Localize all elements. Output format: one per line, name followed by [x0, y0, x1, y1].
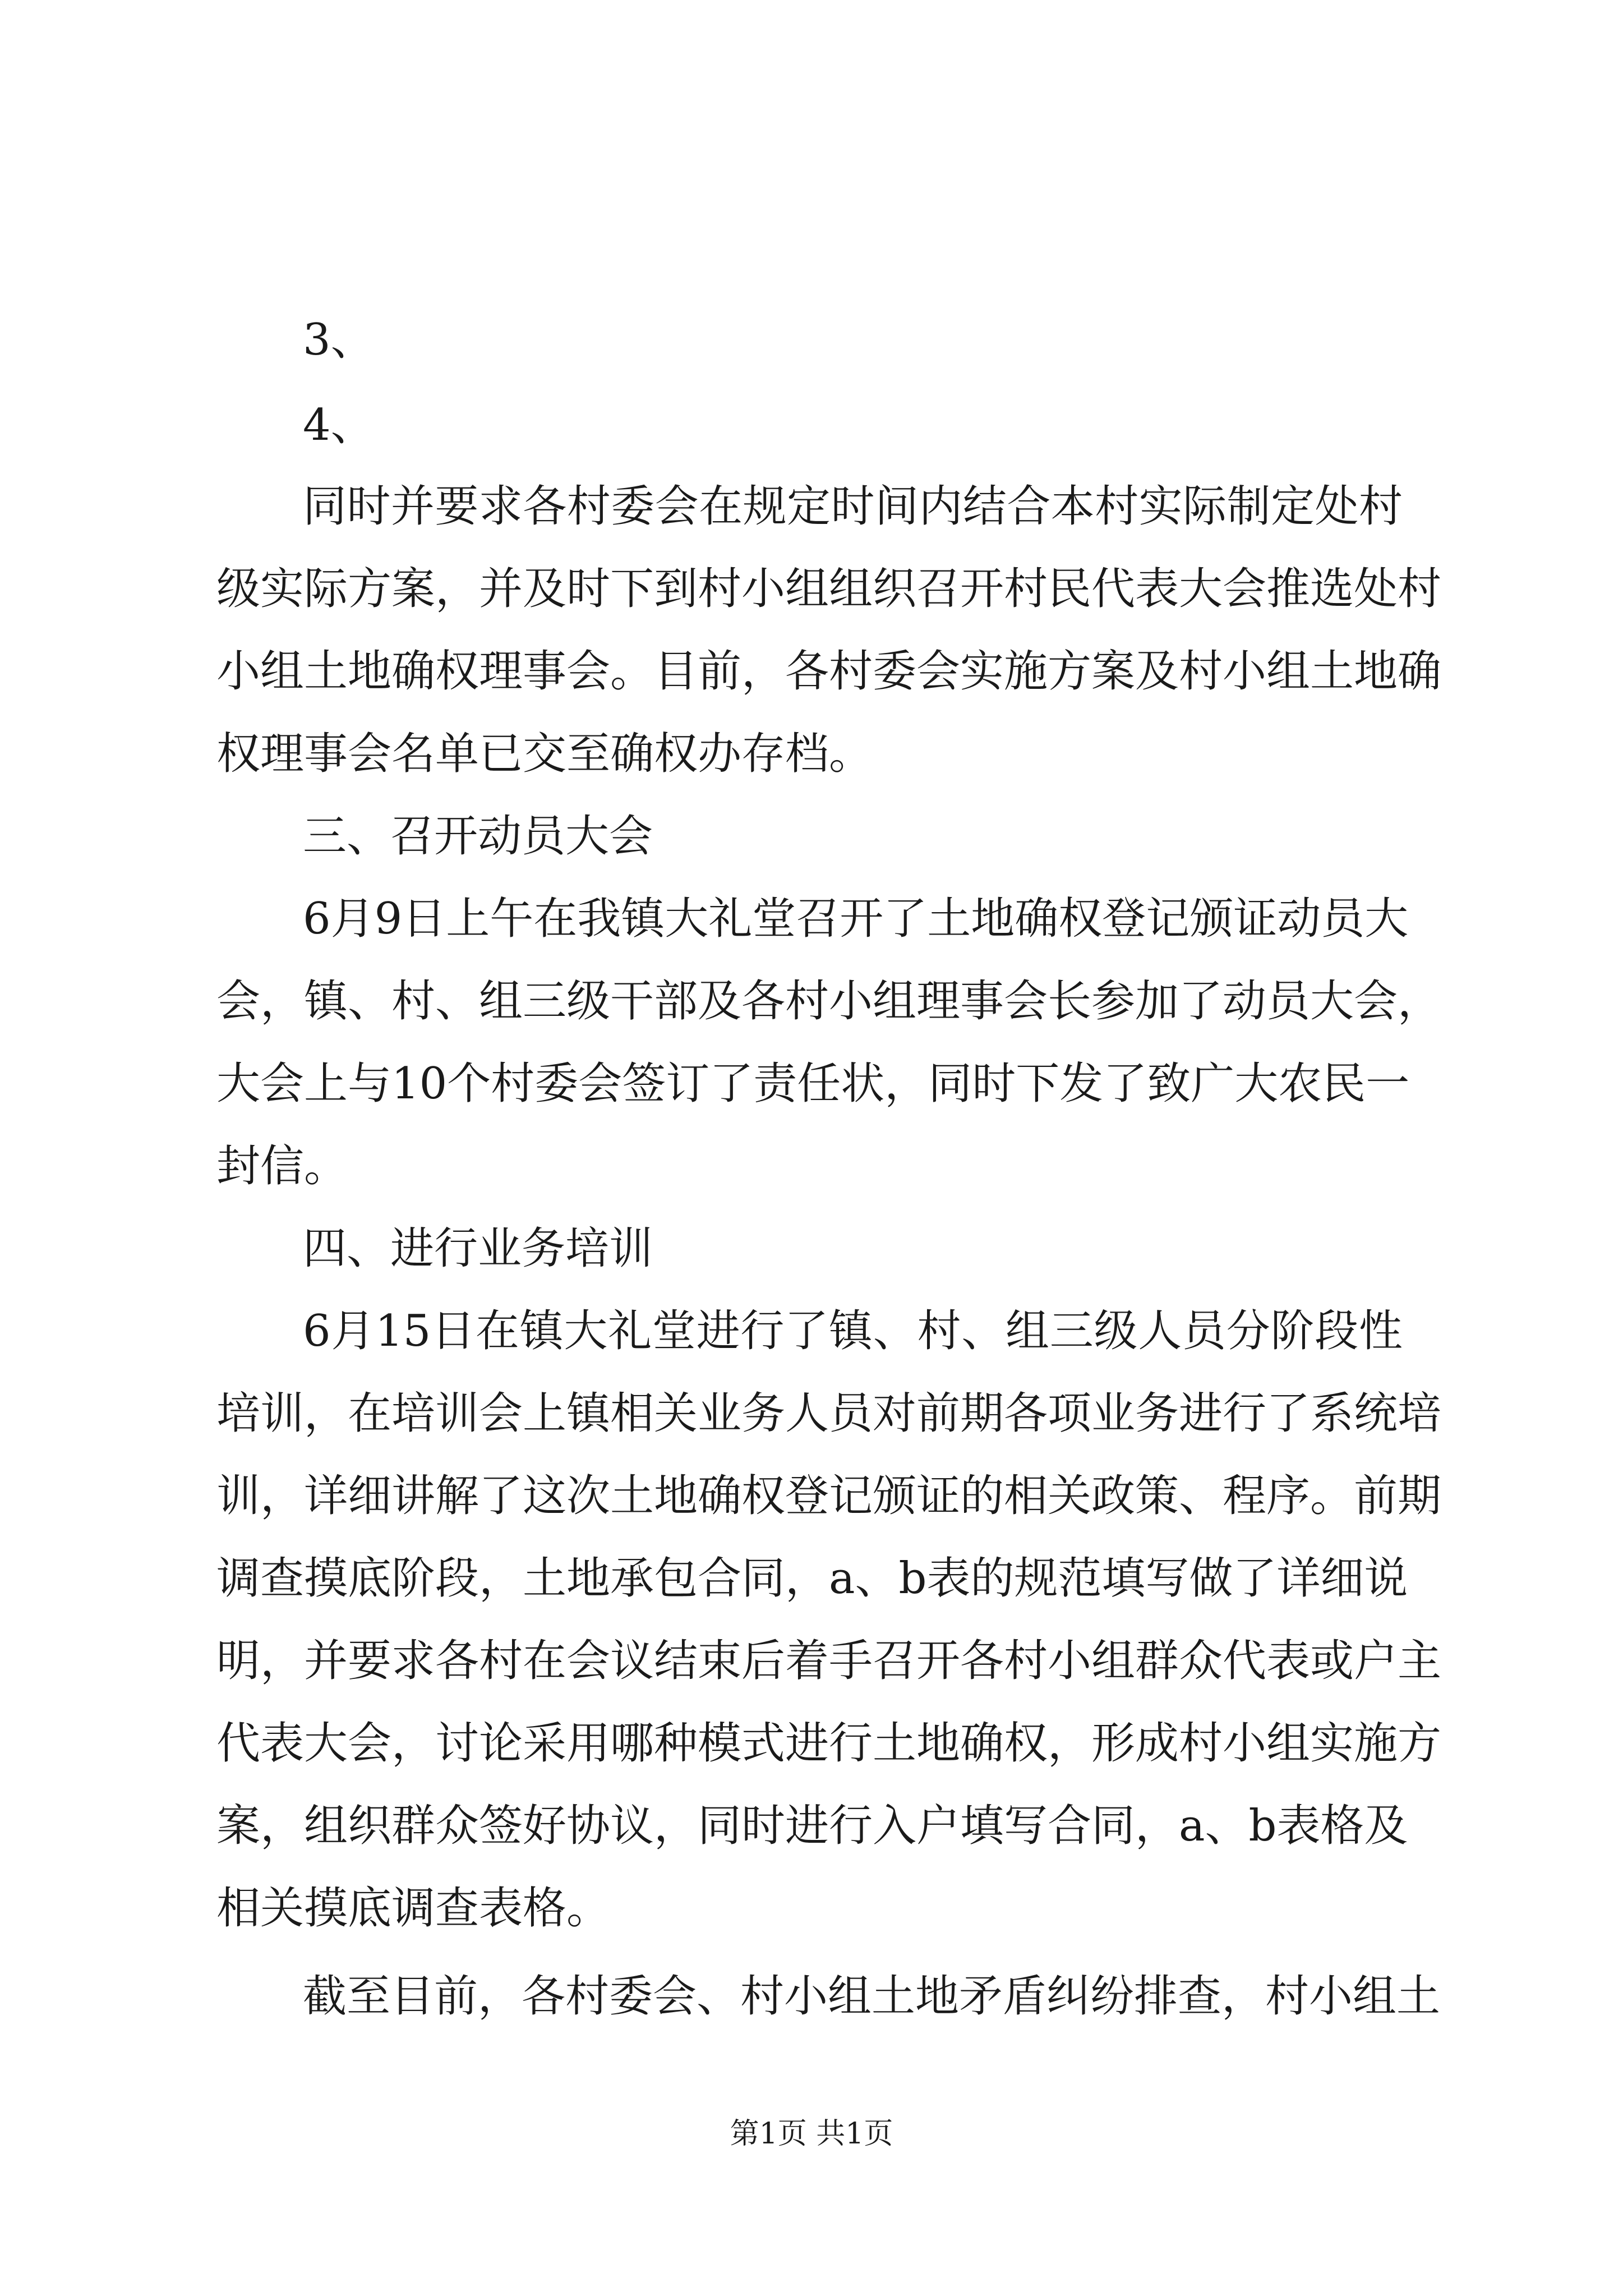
paragraph-line: 调查摸底阶段，土地承包合同，a、b表的规范填写做了详细说 — [216, 1553, 1408, 1604]
paragraph-line: 会，镇、村、组三级干部及各村小组理事会长参加了动员大会， — [216, 976, 1442, 1027]
paragraph-line: 封信。 — [216, 1141, 348, 1191]
paragraph-line: 相关摸底调查表格。 — [216, 1883, 611, 1934]
paragraph-line: 级实际方案，并及时下到村小组组织召开村民代表大会推选处村 — [216, 564, 1442, 614]
paragraph-line: 明，并要求各村在会议结束后着手召开各村小组群众代表或户主 — [216, 1636, 1442, 1686]
page-footer: 第1页 共1页 — [730, 2117, 893, 2151]
paragraph-line: 小组土地确权理事会。目前，各村委会实施方案及村小组土地确 — [216, 646, 1442, 697]
paragraph-line: 代表大会，讨论采用哪种模式进行土地确权，形成村小组实施方 — [216, 1718, 1442, 1769]
section-heading: 四、进行业务培训 — [303, 1223, 653, 1274]
paragraph-line: 6月9日上午在我镇大礼堂召开了土地确权登记颁证动员大 — [303, 894, 1409, 944]
paragraph-line: 6月15日在镇大礼堂进行了镇、村、组三级人员分阶段性 — [303, 1306, 1403, 1356]
section-heading: 三、召开动员大会 — [303, 811, 653, 862]
paragraph-line: 培训，在培训会上镇相关业务人员对前期各项业务进行了系统培 — [216, 1388, 1442, 1439]
paragraph-line: 大会上与10个村委会签订了责任状，同时下发了致广大农民一 — [216, 1059, 1410, 1109]
list-item-4: 4、 — [303, 400, 375, 450]
paragraph-line: 截至目前，各村委会、村小组土地矛盾纠纷排查，村小组土 — [303, 1971, 1441, 2022]
paragraph-line: 案，组织群众签好协议，同时进行入户填写合同，a、b表格及 — [216, 1801, 1408, 1851]
paragraph-line: 同时并要求各村委会在规定时间内结合本村实际制定处村 — [303, 481, 1403, 532]
list-item-3: 3、 — [303, 315, 375, 365]
paragraph-line: 训，详细讲解了这次土地确权登记颁证的相关政策、程序。前期 — [216, 1471, 1442, 1521]
paragraph-line: 权理事会名单已交至确权办存档。 — [216, 729, 873, 779]
